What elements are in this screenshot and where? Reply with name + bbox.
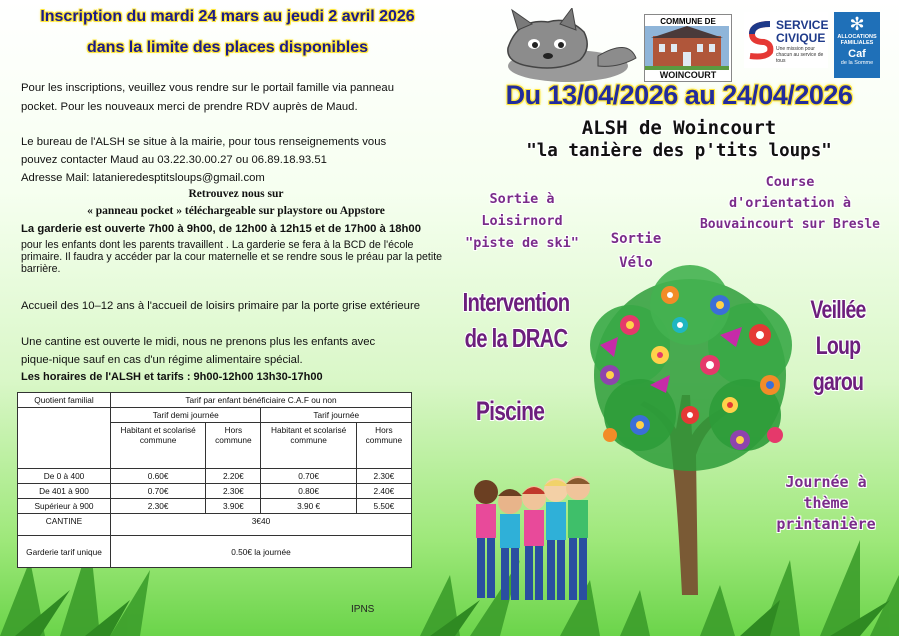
inscription-info bbox=[21, 80, 451, 115]
activity-veillee-line1: Veillée bbox=[810, 296, 866, 324]
table-cell: 0.60€ bbox=[111, 469, 206, 484]
accueil-10-12: Accueil des 10–12 ans à l'accueil de loisirs primaire par la porte grise extérieure bbox=[21, 300, 421, 312]
table-cell: 2.30€ bbox=[206, 484, 261, 499]
activity-velo-line2: Vélo bbox=[619, 255, 653, 271]
taniere-title: "la tanière des p'tits loups" bbox=[526, 141, 832, 161]
activity-velo bbox=[596, 227, 676, 275]
hors-commune-header: Hors commune bbox=[356, 423, 411, 469]
journee-header: Tarif journée bbox=[261, 408, 412, 423]
table-cell: 0.70€ bbox=[261, 469, 356, 484]
cantine-value: 3€40 bbox=[111, 514, 412, 536]
garderie-tarif-label: Garderie tarif unique bbox=[18, 536, 111, 568]
activity-loisirnord-line1: Sortie à bbox=[489, 191, 555, 207]
alsh-title: ALSH de Woincourt bbox=[581, 117, 777, 139]
cantine-info bbox=[21, 333, 451, 369]
tarif-table bbox=[17, 392, 412, 568]
habitant-header: Habitant et scolarisé commune bbox=[261, 423, 356, 469]
service-civique-line1: SERVICE bbox=[776, 18, 829, 32]
commune-logo bbox=[644, 14, 732, 82]
table-row-label: Supérieur à 900 bbox=[18, 499, 111, 514]
service-civique-tagline: Une mission pour chacun au service de tous bbox=[776, 46, 824, 64]
activity-velo-line1: Sortie bbox=[610, 231, 662, 247]
activity-loisirnord-line2: Loisirnord bbox=[481, 213, 563, 229]
panneau-line-1: Retrouvez nous sur bbox=[188, 188, 284, 200]
registration-title: Inscription du mardi 24 mars au jeudi 2 avril 2026 bbox=[40, 8, 415, 25]
activity-course-line1: Course bbox=[765, 174, 815, 190]
col-tarif-header: Tarif par enfant bénéficiaire C.A.F ou non bbox=[111, 393, 412, 408]
activity-drac-line2: de la DRAC bbox=[464, 323, 568, 353]
caf-line3: Caf bbox=[848, 48, 866, 60]
col-quotient-header: Quotient familial bbox=[18, 393, 111, 408]
table-cell: 0.80€ bbox=[261, 484, 356, 499]
activity-journee-line3: printanière bbox=[776, 515, 876, 533]
contact-line-2: pouvez contacter Maud au 03.22.30.00.27 ou 06.89.18.93.51 bbox=[21, 154, 327, 166]
table-cell: 2.20€ bbox=[206, 469, 261, 484]
caf-line2: FAMILIALES bbox=[840, 40, 874, 46]
table-row-label: De 0 à 400 bbox=[18, 469, 111, 484]
activity-veillee-line2: Loup garou bbox=[812, 332, 864, 396]
caf-logo bbox=[834, 12, 880, 78]
empty-cell bbox=[18, 408, 111, 469]
activity-journee-line1: Journée à bbox=[785, 473, 867, 491]
table-row-label: De 401 à 900 bbox=[18, 484, 111, 499]
activity-course-orientation bbox=[690, 172, 890, 235]
garderie-tarif-value: 0.50€ la journée bbox=[111, 536, 412, 568]
activity-drac-line1: Intervention bbox=[462, 287, 570, 317]
activity-veillee bbox=[790, 292, 887, 400]
demi-journee-header: Tarif demi journée bbox=[111, 408, 261, 423]
children-group-illustration bbox=[468, 474, 604, 606]
table-cell: 2.40€ bbox=[356, 484, 411, 499]
caf-line1: ALLOCATIONS bbox=[837, 34, 877, 40]
email-line: Adresse Mail: latanieredesptitsloups@gmail.com bbox=[21, 172, 265, 184]
panneau-line-2: « panneau pocket » téléchargeable sur playstore ou Appstore bbox=[87, 205, 385, 217]
wolf-cub-illustration bbox=[488, 8, 640, 90]
activity-journee-line2: thème bbox=[803, 494, 849, 512]
contact-info bbox=[21, 133, 451, 187]
garderie-info bbox=[21, 222, 451, 275]
service-civique-icon bbox=[746, 20, 776, 60]
activity-course-line3: Bouvaincourt sur Bresle bbox=[699, 217, 880, 232]
hors-commune-header: Hors commune bbox=[206, 423, 261, 469]
garderie-line-2: pour les enfants dont les parents travaillent . La garderie se fera à la BCD de l'école primaire. Il faudra y accéder par la cour maternelle et se rendre sous le préau par la petite barrière. bbox=[21, 239, 443, 275]
table-cell: 2.30€ bbox=[111, 499, 206, 514]
inscription-line-2: pocket. Pour les nouveaux merci de prendre RDV auprès de Maud. bbox=[21, 101, 358, 113]
activity-course-line2: d'orientation à bbox=[729, 195, 851, 211]
garderie-line-1: La garderie est ouverte 7h00 à 9h00, de 12h00 à 12h15 et de 17h00 à 18h00 bbox=[21, 223, 422, 235]
activity-drac bbox=[454, 284, 579, 356]
caf-family-icon: ✻ bbox=[849, 14, 865, 34]
table-cell: 3.90€ bbox=[206, 499, 261, 514]
inscription-line-1: Pour les inscriptions, veuillez vous rendre sur le portail famille via panneau bbox=[21, 82, 394, 94]
cantine-label: CANTINE bbox=[18, 514, 111, 536]
table-cell: 3.90 € bbox=[261, 499, 356, 514]
dates-title: Du 13/04/2026 au 24/04/2026 bbox=[505, 80, 853, 110]
table-cell: 2.30€ bbox=[356, 469, 411, 484]
panneau-pocket-note bbox=[21, 186, 451, 220]
service-civique-line2: CIVIQUE bbox=[776, 31, 826, 45]
cantine-line-2: pique-nique sauf en cas d'un régime alimentaire spécial. bbox=[21, 354, 303, 366]
service-civique-logo bbox=[744, 12, 828, 68]
commune-logo-top: COMMUNE DE bbox=[660, 17, 716, 26]
registration-subtitle: dans la limite des places disponibles bbox=[87, 39, 368, 56]
cantine-line-1: Une cantine est ouverte le midi, nous ne prenons plus les enfants avec bbox=[21, 336, 376, 348]
activity-piscine: Piscine bbox=[475, 396, 545, 426]
table-cell: 5.50€ bbox=[356, 499, 411, 514]
horaires-line: Les horaires de l'ALSH et tarifs : 9h00-12h00 13h30-17h00 bbox=[21, 371, 323, 383]
ipns-label: IPNS bbox=[351, 604, 375, 615]
habitant-header: Habitant et scolarisé commune bbox=[111, 423, 206, 469]
contact-line-1: Le bureau de l'ALSH se situe à la mairie, pour tous renseignements vous bbox=[21, 136, 387, 148]
activity-loisirnord-line3: "piste de ski" bbox=[465, 235, 579, 251]
activity-journee-printaniere bbox=[760, 472, 892, 535]
colorful-tree-illustration bbox=[570, 265, 810, 605]
caf-line4: de la Somme bbox=[840, 60, 874, 66]
commune-logo-bottom: WOINCOURT bbox=[645, 70, 731, 80]
table-cell: 0.70€ bbox=[111, 484, 206, 499]
activity-loisirnord bbox=[462, 188, 582, 254]
town-hall-icon bbox=[645, 26, 729, 70]
